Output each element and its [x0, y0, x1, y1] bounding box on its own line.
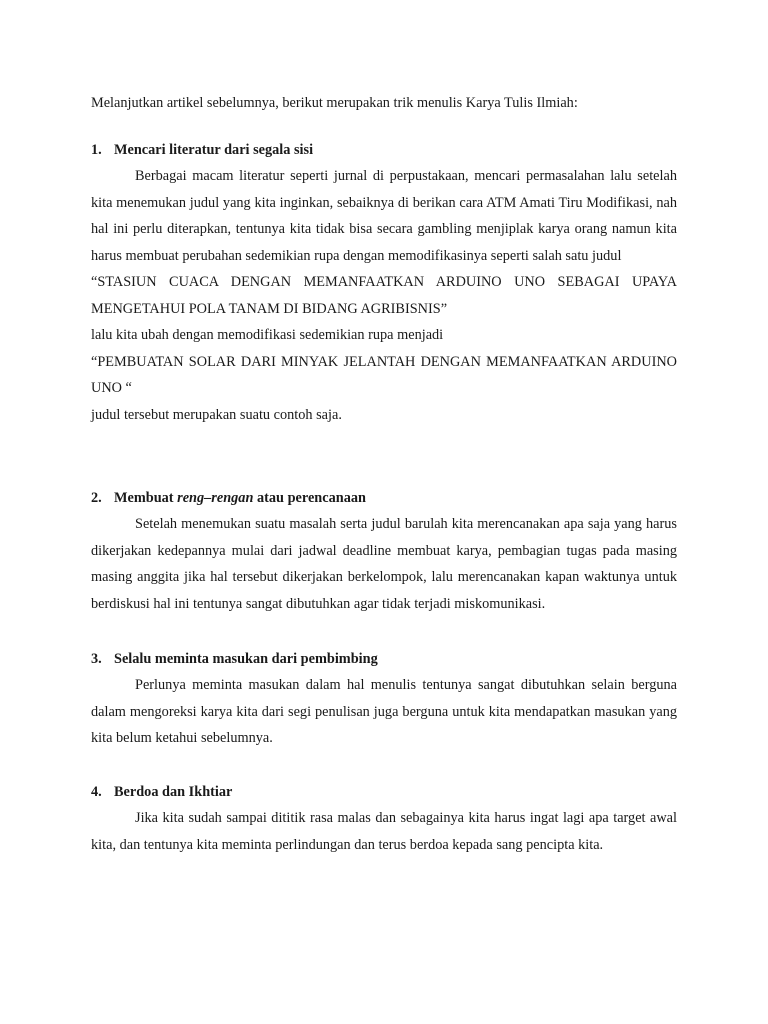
section-1-title: Mencari literatur dari segala sisi [114, 142, 314, 158]
section-1 [91, 141, 677, 428]
section-4-paragraph: Jika kita sudah sampai dititik rasa malas dan sebagainya kita harus ingat lagi apa target awal kita, dan tentunya kita meminta perlindungan dan terus berdoa kepada sang pencipta kita. [91, 810, 677, 853]
section-1-connector: lalu kita ubah dengan memodifikasi sedemikian rupa menjadi [91, 327, 444, 343]
section-1-number: 1. [91, 142, 102, 158]
section-4-title: Berdoa dan Ikhtiar [114, 784, 233, 800]
section-1-heading [91, 141, 677, 159]
section-2-number: 2. [91, 490, 102, 506]
section-2-title-italic: reng–rengan [177, 490, 254, 506]
section-1-modified-title: “PEMBUATAN SOLAR DARI MINYAK JELANTAH DENGAN MEMANFAATKAN ARDUINO UNO “ [91, 353, 677, 396]
intro-text: Melanjutkan artikel sebelumnya, berikut merupakan trik menulis Karya Tulis Ilmiah: [91, 95, 578, 111]
section-2 [91, 489, 677, 617]
section-2-title-prefix: Membuat [114, 490, 178, 506]
section-3-paragraph: Perlunya meminta masukan dalam hal menulis tentunya sangat dibutuhkan selain berguna dalam mengoreksi karya kita dari segi penulisan juga berguna untuk kita mendapatkan masukan yang kita belum ketahui sebelumnya. [91, 677, 677, 746]
section-4 [91, 783, 677, 858]
section-3 [91, 650, 677, 752]
section-4-number: 4. [91, 784, 102, 800]
section-1-closing: judul tersebut merupakan suatu contoh saja. [91, 406, 342, 423]
section-4-heading [91, 783, 677, 801]
section-2-title-suffix: atau perencanaan [253, 490, 366, 506]
section-3-title: Selalu meminta masukan dari pembimbing [114, 651, 378, 667]
section-2-paragraph: Setelah menemukan suatu masalah serta judul barulah kita merencanakan apa saja yang harus dikerjakan kedepannya mulai dari jadwal deadline membuat karya, pembagian tugas pada masing masing anggita jika hal tersebut dikerjakan berkelompok, lalu merencanakan kapan waktunya untuk berdiskusi hal ini tentunya sangat dibutuhkan agar tidak terjadi miskomunikasi. [91, 516, 677, 612]
section-1-original-title: “STASIUN CUACA DENGAN MEMANFAATKAN ARDUINO UNO SEBAGAI UPAYA MENGETAHUI POLA TANAM DI BIDANG AGRIBISNIS” [91, 274, 677, 317]
section-3-heading [91, 650, 677, 668]
section-3-number: 3. [91, 651, 102, 667]
section-2-heading [91, 489, 677, 507]
section-1-paragraph: Berbagai macam literatur seperti jurnal di perpustakaan, mencari permasalahan lalu setelah kita menemukan judul yang kita inginkan, sebaiknya di berikan cara ATM Amati Tiru Modifikasi, nah hal ini perlu diterapkan, tentunya kita tidak bisa secara gambling menjiplak karya orang namun kita harus membuat perubahan sedemikian rupa dengan memodifikasinya seperti salah satu judul [91, 168, 677, 264]
